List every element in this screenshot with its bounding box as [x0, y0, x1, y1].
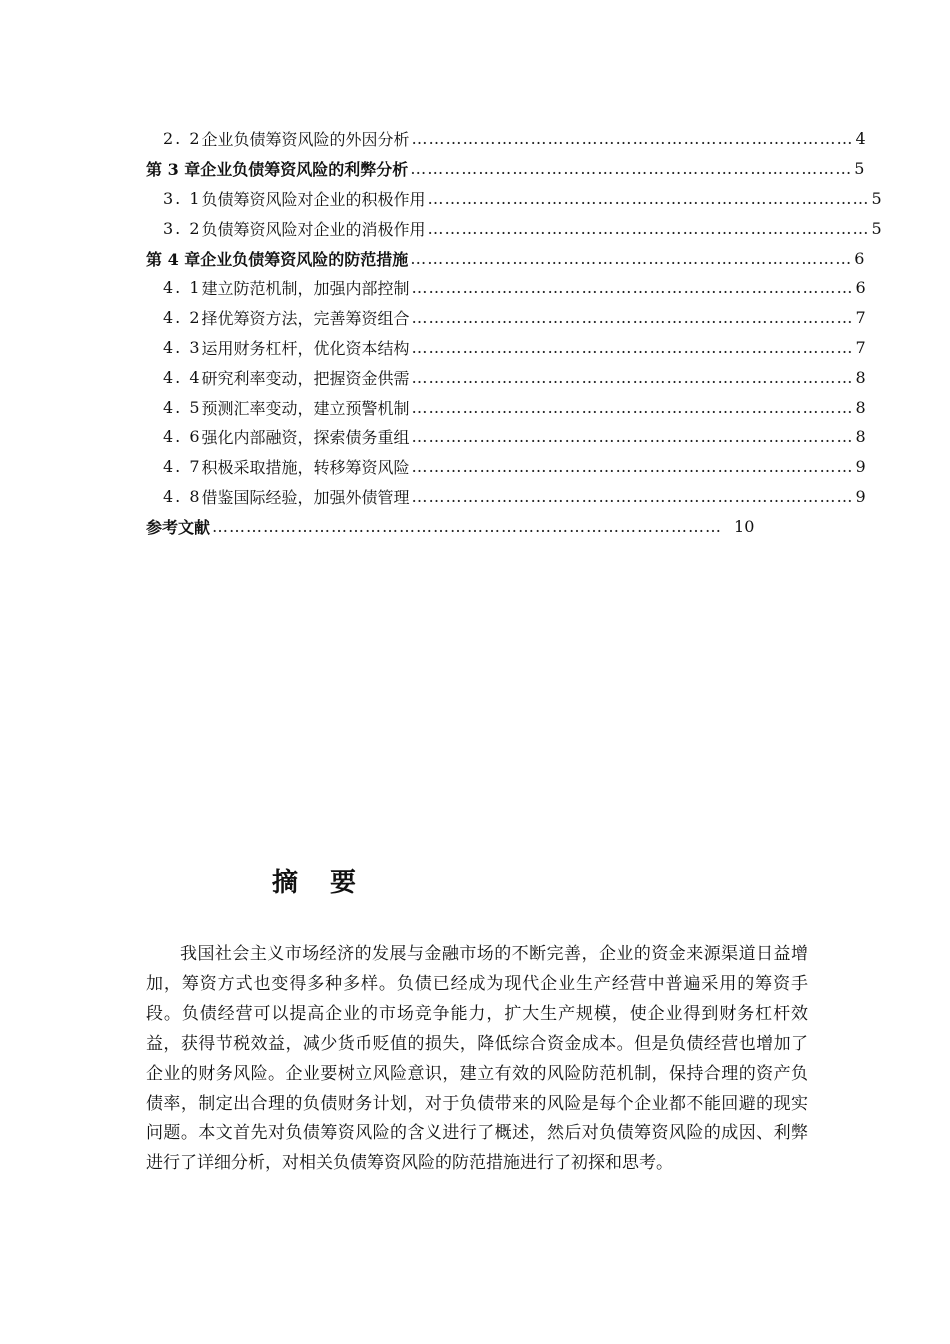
toc-entry-title: 企业负债筹资风险的利弊分析 — [200, 160, 409, 180]
toc-entry-page: 7 — [855, 308, 866, 328]
toc-leader-dots: …………………………………………………………………… — [411, 486, 854, 506]
toc-entry-chapter-4[interactable] — [146, 243, 865, 273]
toc-entry-3-2[interactable] — [146, 213, 882, 243]
toc-leader-dots: …………………………………………………………………… — [411, 278, 854, 298]
toc-leader-dots: …………………………………………………………………… — [411, 427, 854, 447]
toc-entry-4-8[interactable] — [146, 482, 866, 512]
toc-entry-number: 第 4 章 — [146, 249, 201, 269]
toc-leader-dots: …………………………………………………………………… — [411, 308, 854, 328]
toc-entry-number: 4. 8 — [163, 486, 202, 506]
toc-leader-dots: …………………………………………………………………… — [427, 188, 870, 208]
toc-entry-title: 企业负债筹资风险的外因分析 — [201, 130, 410, 150]
toc-leader-dots: …………………………………………………………………… — [411, 397, 854, 417]
toc-leader-dots: …………………………………………………………………… — [410, 159, 853, 179]
toc-entry-page: 5 — [854, 159, 865, 179]
toc-entry-title: 参考文献 — [146, 517, 211, 537]
toc-entry-title: 运用财务杠杆，优化资本结构 — [201, 338, 410, 358]
toc-entry-2-2[interactable] — [146, 124, 866, 154]
toc-entry-4-4[interactable] — [146, 362, 866, 392]
toc-entry-number: 3. 2 — [163, 218, 202, 238]
toc-entry-title: 预测汇率变动，建立预警机制 — [201, 398, 410, 418]
toc-entry-page: 6 — [855, 278, 866, 298]
toc-entry-page: 8 — [855, 397, 866, 417]
toc-entry-page: 9 — [855, 457, 866, 477]
toc-entry-page: 6 — [854, 248, 865, 268]
toc-leader-dots: …………………………………………………………………… — [411, 337, 854, 357]
toc-entry-title: 积极采取措施，转移筹资风险 — [201, 458, 410, 478]
toc-entry-number: 4. 6 — [163, 427, 202, 447]
toc-entry-number: 4. 7 — [163, 457, 202, 477]
toc-entry-page: 8 — [855, 367, 866, 387]
toc-leader-dots: …………………………………………………………………… — [427, 218, 870, 238]
toc-entry-title: 企业负债筹资风险的防范措施 — [200, 249, 409, 269]
toc-entry-references[interactable] — [146, 511, 755, 541]
toc-entry-number: 3. 1 — [163, 188, 202, 208]
toc-entry-title: 借鉴国际经验，加强外债管理 — [201, 487, 410, 507]
toc-entry-number: 2. 2 — [163, 129, 202, 149]
toc-leader-dots: …………………………………………………………………… — [411, 457, 854, 477]
toc-entry-number: 4. 1 — [163, 278, 202, 298]
toc-entry-page: 4 — [855, 129, 866, 149]
toc-entry-title: 择优筹资方法，完善筹资组合 — [201, 309, 410, 329]
toc-entry-4-7[interactable] — [146, 452, 866, 482]
toc-entry-number: 4. 5 — [163, 397, 202, 417]
toc-entry-page: 5 — [871, 218, 882, 238]
toc-entry-4-5[interactable] — [146, 392, 866, 422]
toc-entry-chapter-3[interactable] — [146, 154, 865, 184]
toc-entry-4-3[interactable] — [146, 333, 866, 363]
abstract-heading: 摘要 — [272, 868, 389, 898]
toc-leader-dots: …………………………………………………………………… — [410, 248, 853, 268]
toc-entry-page: 9 — [855, 486, 866, 506]
toc-leader-dots: …………………………………………………………………… — [411, 367, 854, 387]
toc-entry-title: 负债筹资风险对企业的消极作用 — [201, 219, 426, 239]
toc-entry-number: 4. 3 — [163, 337, 202, 357]
toc-entry-title: 研究利率变动，把握资金供需 — [201, 368, 410, 388]
toc-entry-4-2[interactable] — [146, 303, 866, 333]
toc-entry-page: 5 — [871, 188, 882, 208]
toc-leader-dots: ……………………………………………………………………………… — [212, 516, 723, 536]
toc-leader-dots: …………………………………………………………………… — [411, 129, 854, 149]
toc-entry-number: 第 3 章 — [146, 160, 201, 180]
toc-entry-4-1[interactable] — [146, 273, 866, 303]
abstract-paragraph: 我国社会主义市场经济的发展与金融市场的不断完善，企业的资金来源渠道日益增加，筹资方式也变得多种多样。负债已经成为现代企业生产经营中普遍采用的筹资手段。负债经营可以提高企业的市场竞争能力，扩大生产规模，使企业得到财务杠杆效益，获得节税效益，减少货币贬值的损失，降低综合资金成本。但是负债经营也增加了企业的财务风险。企业要树立风险意识，建立有效的风险防范机制，保持合理的资产负债率，制定出合理的负债财务计划，对于负债带来的风险是每个企业都不能回避的现实问题。本文首先对负债筹资风险的含义进行了概述，然后对负债筹资风险的成因、利弊进行了详细分析，对相关负债筹资风险的防范措施进行了初探和思考。 — [146, 944, 808, 1174]
toc-entry-4-6[interactable] — [146, 422, 866, 452]
toc-entry-number: 4. 2 — [163, 308, 202, 328]
toc-entry-page: 10 — [734, 516, 755, 536]
toc-entry-3-1[interactable] — [146, 184, 882, 214]
toc-entry-number: 4. 4 — [163, 367, 202, 387]
toc-entry-title: 负债筹资风险对企业的积极作用 — [201, 189, 426, 209]
toc-entry-title: 强化内部融资，探索债务重组 — [201, 428, 410, 448]
toc-entry-title: 建立防范机制，加强内部控制 — [201, 279, 410, 299]
toc-entry-page: 7 — [855, 337, 866, 357]
table-of-contents — [146, 124, 882, 541]
toc-entry-page: 8 — [855, 427, 866, 447]
